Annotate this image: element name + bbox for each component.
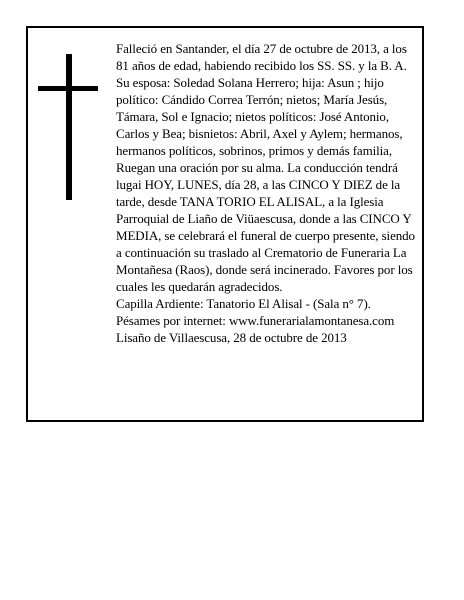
condolences-website: Pésames por internet: www.funerarialamontanesa.com (116, 313, 395, 328)
place-and-date: Lisaño de Villaescusa, 28 de octubre de 2013 (116, 330, 347, 345)
chapel-info: Capilla Ardiente: Tanatorio El Alisal - (Sala n° 7). (116, 296, 371, 311)
family-list: Su esposa: Soledad Solana Herrero; hija: Asun ; hijo político: Cándido Correa Terrón; nietos; María Jesús, Támara, Sol e Ignacio; nietos políticos: José Antonio, Carlos y Bea; bisnietos: Abril, Axel y Aylem; hermanos, hermanos políticos, sobrinos, primos y demás familia, (116, 75, 403, 158)
cross-vertical-bar (66, 54, 72, 200)
death-announcement: Falleció en Santander, el día 27 de octubre de 2013, a los 81 años de edad, habiendo recibido los SS. SS. y la B. A. (116, 41, 407, 73)
notice-text (116, 40, 416, 346)
funeral-details: Ruegan una oración por su alma. La conducción tendrá lugai HOY, LUNES, día 28, a las CINCO Y DIEZ de la tarde, desde TANA TORIO EL ALISAL, a la Iglesia Parroquial de Liaño de Viüaescusa, donde a las CINCO Y MEDIA, se celebrará el funeral de cuerpo presente, siendo a continuación su traslado al Crematorio de Funeraria La Montañesa (Raos), donde será incinerado. Favores por los cuales les quedarán agradecidos. (116, 160, 415, 294)
obituary-notice (26, 26, 424, 422)
latin-cross-icon (38, 54, 98, 200)
cross-horizontal-bar (38, 86, 98, 91)
